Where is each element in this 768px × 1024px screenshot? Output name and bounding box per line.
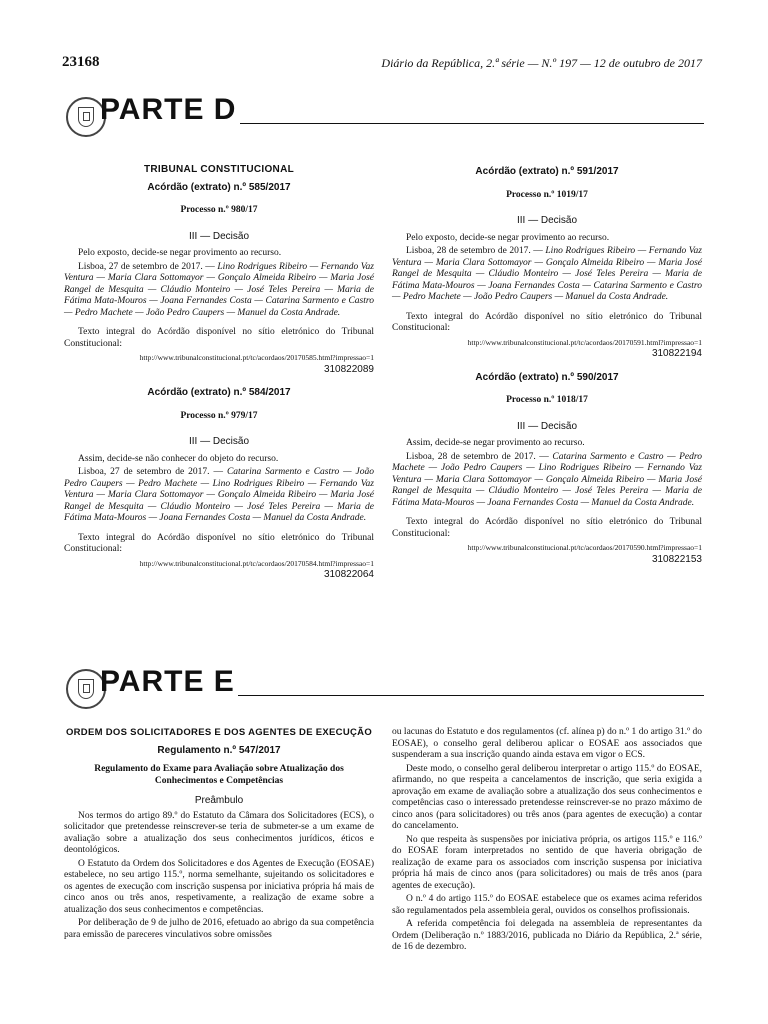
full-text-note: Texto integral do Acórdão disponível no sítio eletrónico do Tribunal Constitucional: <box>392 517 702 539</box>
document-code: 310822064 <box>323 569 374 580</box>
body-paragraph: A referida competência foi delegada na assembleia de representantes da Ordem (Deliberação n.º 1883/2016, publicada no Diário da República, 2.ª série, de 16 de dezembro. <box>392 919 702 952</box>
acordao-title: Acórdão (extrato) n.º 584/2017 <box>147 387 291 398</box>
acordao-title: Acórdão (extrato) n.º 585/2017 <box>147 181 291 193</box>
processo-number: Processo n.º 1019/17 <box>506 189 588 200</box>
parte-e-banner <box>62 665 704 717</box>
body-paragraph: Deste modo, o conselho geral deliberou interpretar o artigo 115.º do EOSAE, afirmando, no que respeita a cancelamentos de inscrição, que seria exigida a aprovação em exame de avaliação sobre a atualização dos seus conhecimentos e competências caso o interessado pretendesse reinscrever-se no prazo máximo de cinco anos (para solicitadores) ou três anos (para agentes de execução) a contar do cancelamento. <box>392 763 702 831</box>
signatories: Catarina Sarmento e Castro — João Pedro Caupers — Pedro Machete — Lino Rodrigues Ribeiro — Fernando Vaz Ventura — Maria Clara Sottomayor — Gonçalo Almeida Ribeiro — Maria José Rangel de Mesquita — Cláudio Monteiro — José Teles Pereira — Maria de Fátima Mata-Mouros — Joana Fernandes Costa — Manuel da Costa Andrade. <box>64 467 374 523</box>
organization-heading: ORDEM DOS SOLICITADORES E DOS AGENTES DE EXECUÇÃO <box>65 727 373 738</box>
regulation-title: Regulamento do Exame para Avaliação sobre Atualização dos Conhecimentos e Competências <box>94 764 344 786</box>
place-date-signatures <box>64 262 374 320</box>
full-text-note: Texto integral do Acórdão disponível no sítio eletrónico do Tribunal Constitucional: <box>64 327 374 349</box>
parte-e-right-column <box>392 727 702 956</box>
parte-d-rule <box>240 123 704 124</box>
acordao-url: http://www.tribunalconstitucional.pt/tc/acordaos/20170590.html?impressao=1 <box>467 543 702 552</box>
document-code: 310822089 <box>323 363 374 375</box>
running-header: Diário da República, 2.ª série — N.º 197 — 12 de outubro de 2017 <box>381 56 702 70</box>
document-code: 310822194 <box>651 348 702 359</box>
signatories: Lino Rodrigues Ribeiro — Fernando Vaz Ventura — Maria Clara Sottomayor — Gonçalo Almeida Ribeiro — Maria José Rangel de Mesquita — Cláudio Monteiro — José Teles Pereira — Maria de Fátima Mata-Mouros — Joana Fernandes Costa — Catarina Sarmento e Castro — Pedro Machete — João Pedro Caupers — Manuel da Costa Andrade. <box>64 261 374 318</box>
decision-heading: III — Decisão <box>516 215 578 226</box>
body-paragraph: O Estatuto da Ordem dos Solicitadores e dos Agentes de Execução (EOSAE) estabelece, no seu artigo 115.º, norma semelhante, sujeitando os solicitadores e os agentes de execução com inscrição suspensa por iniciativa própria há mais de cinco anos ou três anos, respetivamente, a realização de exame sobre a atualização dos seus conhecimentos e competências. <box>64 858 374 915</box>
place-date-signatures <box>392 246 702 304</box>
parte-e-rule <box>238 695 704 696</box>
place-date-signatures <box>392 452 702 510</box>
page-number: 23168 <box>62 54 100 70</box>
parte-e-left-column <box>64 727 374 943</box>
parte-d-left-column <box>64 160 374 593</box>
processo-number: Processo n.º 1018/17 <box>506 395 588 405</box>
body-paragraph: Nos termos do artigo 89.º do Estatuto da Câmara dos Solicitadores (ECS), o solicitador que pretendesse reinscrever-se teria de submeter-se a um exame de avaliação sobre a atualização dos seus conhecimentos jurídicos, éticos e deontológicos. <box>64 810 374 855</box>
parte-e-title: PARTE E <box>100 665 235 698</box>
parte-d-title: PARTE D <box>100 93 237 126</box>
decision-text: Assim, decide-se negar provimento ao recurso. <box>406 438 585 448</box>
acordao-url: http://www.tribunalconstitucional.pt/tc/acordaos/20170584.html?impressao=1 <box>139 558 374 568</box>
place-date: Lisboa, 28 de setembro de 2017. — <box>406 246 546 256</box>
processo-number: Processo n.º 980/17 <box>180 205 258 215</box>
decision-heading: III — Decisão <box>516 420 578 432</box>
signatories: Catarina Sarmento e Castro — Pedro Machete — João Pedro Caupers — Lino Rodrigues Ribeiro — Fernando Vaz Ventura — Maria Clara Sottomayor — Gonçalo Almeida Ribeiro — Maria José Rangel de Mesquita — Cláudio Monteiro — José Teles Pereira — Maria de Fátima Mata-Mouros — Joana Fernandes Costa — Manuel da Costa Andrade. <box>392 451 702 508</box>
body-paragraph: ou lacunas do Estatuto e dos regulamentos (cf. alínea p) do n.º 1 do artigo 31.º do EOSAE), o conselho geral deliberou aplicar o EOSAE aos associados que suspenderam a sua inscrição quando ainda estava em vigor o ECS. <box>392 727 702 760</box>
regulation-number: Regulamento n.º 547/2017 <box>157 744 281 756</box>
body-paragraph: No que respeita às suspensões por iniciativa própria, os artigos 115.º e 116.º do EOSAE foram interpretados no sentido de que haveria obrigação de realização de exame para os associados com inscrição suspensa por iniciativa própria há mais de cinco anos (para solicitadores) ou mais de três anos (para agentes de execução). <box>392 834 702 891</box>
decision-text: Assim, decide-se não conhecer do objeto do recurso. <box>78 453 279 464</box>
parte-d-right-column <box>392 160 702 577</box>
decision-heading: III — Decisão <box>188 230 250 242</box>
body-paragraph: Por deliberação de 9 de julho de 2016, efetuado ao abrigo da sua competência para emissão de pareceres vinculativos sobre omissões <box>64 918 374 940</box>
preamble-heading: Preâmbulo <box>194 795 244 806</box>
full-text-note: Texto integral do Acórdão disponível no sítio eletrónico do Tribunal Constitucional: <box>392 311 702 333</box>
body-paragraph: O n.º 4 do artigo 115.º do EOSAE estabelece que os exames acima referidos são regulamentados pela assembleia geral, ouvidos os conselhos profissionais. <box>392 894 702 916</box>
signatories: Lino Rodrigues Ribeiro — Fernando Vaz Ventura — Maria Clara Sottomayor — Gonçalo Almeida Ribeiro — Maria José Rangel de Mesquita — Cláudio Monteiro — José Teles Pereira — Maria de Fátima Mata-Mouros — Joana Fernandes Costa — Catarina Sarmento e Castro — Pedro Machete — João Pedro Caupers — Manuel da Costa Andrade. <box>392 246 702 302</box>
acordao-url: http://www.tribunalconstitucional.pt/tc/acordaos/20170591.html?impressao=1 <box>467 337 702 347</box>
full-text-note: Texto integral do Acórdão disponível no sítio eletrónico do Tribunal Constitucional: <box>64 532 374 554</box>
decision-text: Pelo exposto, decide-se negar provimento ao recurso. <box>406 232 610 243</box>
place-date: Lisboa, 27 de setembro de 2017. — <box>78 261 218 272</box>
acordao-url: http://www.tribunalconstitucional.pt/tc/acordaos/20170585.html?impressao=1 <box>139 353 374 362</box>
decision-heading: III — Decisão <box>188 436 250 447</box>
acordao-title: Acórdão (extrato) n.º 591/2017 <box>475 166 619 177</box>
decision-text: Pelo exposto, decide-se negar provimento ao recurso. <box>78 248 282 258</box>
processo-number: Processo n.º 979/17 <box>180 410 258 421</box>
place-date: Lisboa, 28 de setembro de 2017. — <box>406 451 553 462</box>
acordao-title: Acórdão (extrato) n.º 590/2017 <box>475 371 619 383</box>
place-date-signatures <box>64 467 374 525</box>
document-code: 310822153 <box>651 553 702 565</box>
place-date: Lisboa, 27 de setembro de 2017. — <box>78 467 227 477</box>
parte-d-banner <box>62 93 704 145</box>
section-heading: TRIBUNAL CONSTITUCIONAL <box>143 164 295 175</box>
